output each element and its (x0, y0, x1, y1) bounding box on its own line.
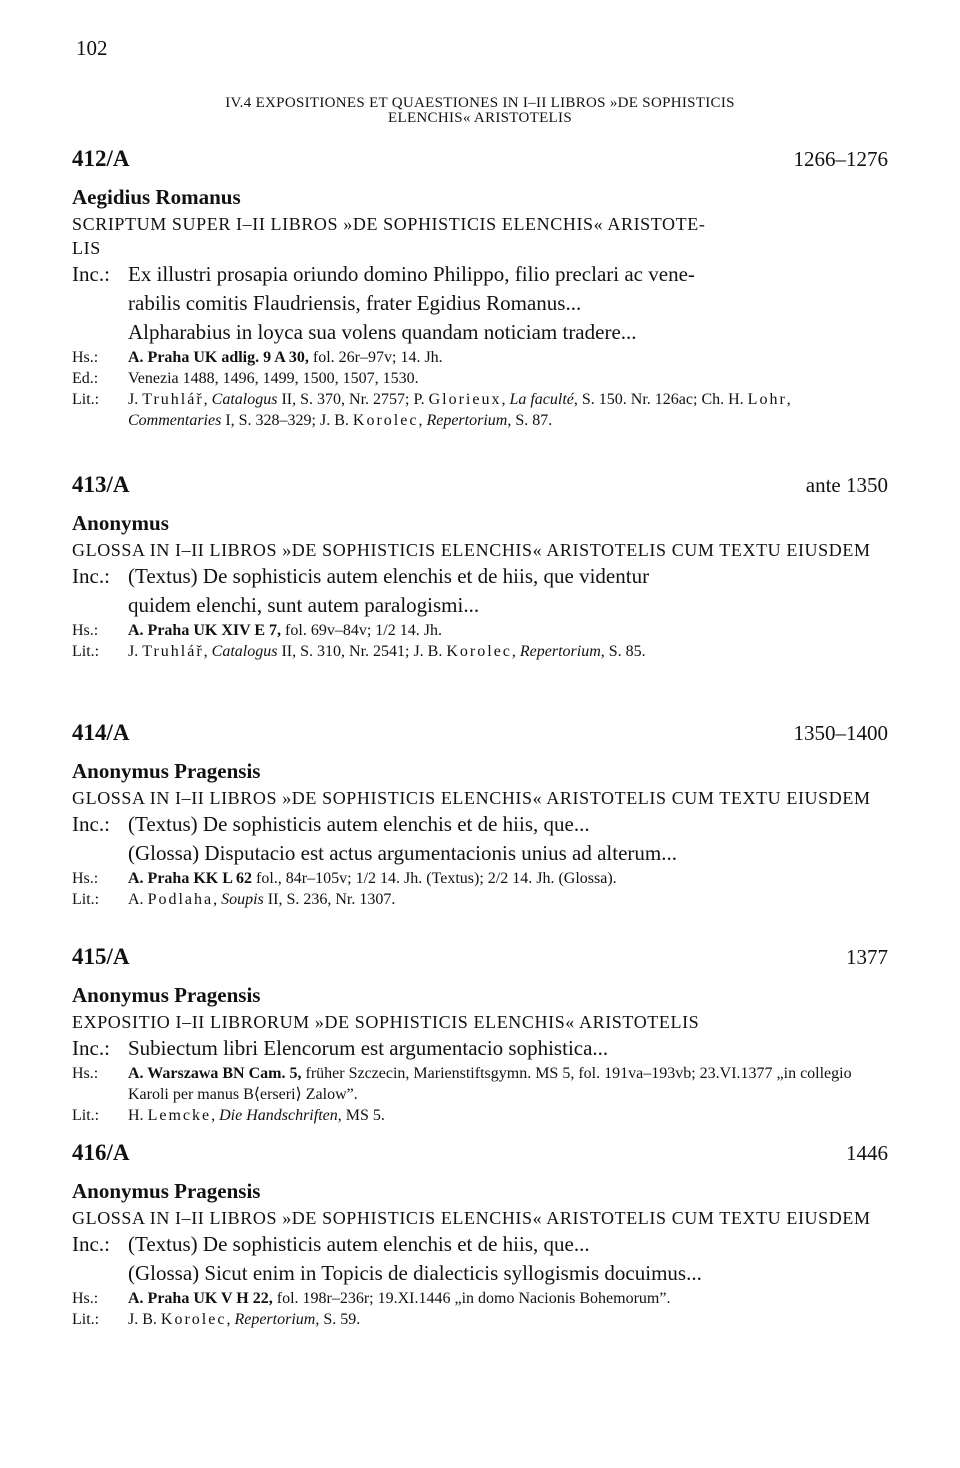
entry-date: 1266–1276 (793, 147, 888, 171)
entry-author: Anonymus Pragensis (72, 1179, 261, 1203)
literature-text: J. Truhlář, Catalogus II, S. 370, Nr. 2757; P. Glorieux, La faculté, S. 150. Nr. 126ac; Ch. H. Lohr, Commentaries I, S. 328–329; J. B. Korolec, Repertorium, S. 87. (128, 391, 791, 429)
entry-title: EXPOSITIO I–II LIBRORUM »DE SOPHISTICIS ELENCHIS« ARISTOTELIS (72, 1012, 700, 1032)
entry-author: Anonymus Pragensis (72, 759, 261, 783)
incipit-label: Inc.: (72, 262, 110, 286)
incipit-line: Alpharabius in loyca sua volens quandam noticiam tradere... (128, 320, 637, 344)
manuscript-detail: fol. 26r–97v; 14. Jh. (308, 349, 443, 366)
manuscript-sigla: A. Praha UK XIV E 7, (128, 622, 282, 639)
literature-text: H. Lemcke, Die Handschriften, MS 5. (128, 1107, 385, 1124)
literature-text: A. Podlaha, Soupis II, S. 236, Nr. 1307. (128, 891, 396, 908)
incipit-line: (Textus) De sophisticis autem elenchis et de hiis, que... (128, 812, 590, 836)
incipit (72, 1034, 888, 1063)
manuscript (72, 1288, 888, 1309)
literature (72, 1309, 888, 1330)
incipit-label: Inc.: (72, 1036, 110, 1060)
entry-number: 413/A (72, 472, 130, 497)
incipit-line: (Textus) De sophisticis autem elenchis et de hiis, que videntur (128, 564, 650, 588)
literature (72, 889, 888, 910)
incipit (72, 260, 888, 347)
incipit-label: Inc.: (72, 812, 110, 836)
manuscript (72, 347, 888, 368)
hs-label: Hs.: (72, 1065, 99, 1082)
incipit-label: Inc.: (72, 1232, 110, 1256)
entry-date: ante 1350 (805, 473, 888, 497)
manuscript-detail: früher Szczecin, Marienstiftsgymn. MS 5, fol. 191va–193vb; 23.VI.1377 „in collegio Karoli per manus B⟨erseri⟩ Zalow”. (128, 1065, 852, 1103)
entry-number: 415/A (72, 944, 130, 969)
entry-number: 414/A (72, 720, 130, 745)
hs-label: Hs.: (72, 870, 99, 887)
literature (72, 1105, 888, 1126)
incipit-label: Inc.: (72, 564, 110, 588)
incipit-line: rabilis comitis Flaudriensis, frater Egidius Romanus... (128, 291, 582, 315)
literature (72, 389, 888, 431)
lit-label: Lit.: (72, 1311, 100, 1328)
running-head-line-1: IV.4 EXPOSITIONES ET QUAESTIONES IN I–II LIBROS »DE SOPHISTICIS (225, 95, 735, 111)
manuscript-sigla: A. Praha UK V H 22, (128, 1290, 273, 1307)
manuscript-detail: fol., 84r–105v; 1/2 14. Jh. (Textus); 2/2 14. Jh. (Glossa). (252, 870, 617, 887)
hs-label: Hs.: (72, 349, 99, 366)
edition-text: Venezia 1488, 1496, 1499, 1500, 1507, 1530. (128, 370, 419, 387)
entry-414 (72, 720, 888, 910)
entry-author: Anonymus (72, 511, 169, 535)
lit-label: Lit.: (72, 643, 100, 660)
lit-label: Lit.: (72, 891, 100, 908)
incipit (72, 562, 888, 620)
entry-number: 412/A (72, 146, 130, 171)
literature-text: J. B. Korolec, Repertorium, S. 59. (128, 1311, 361, 1328)
hs-label: Hs.: (72, 1290, 99, 1307)
lit-label: Lit.: (72, 391, 100, 408)
page-number: 102 (76, 36, 108, 60)
running-head-line-2: ELENCHIS« ARISTOTELIS (388, 110, 572, 126)
running-head (72, 96, 888, 126)
manuscript-detail: fol. 69v–84v; 1/2 14. Jh. (281, 622, 442, 639)
literature (72, 641, 888, 662)
manuscript-detail: fol. 198r–236r; 19.XI.1446 „in domo Nacionis Bohemorum”. (272, 1290, 671, 1307)
entry-416 (72, 1140, 888, 1330)
entry-413 (72, 472, 888, 662)
literature-text: J. Truhlář, Catalogus II, S. 310, Nr. 2541; J. B. Korolec, Repertorium, S. 85. (128, 643, 646, 660)
incipit-line: (Glossa) Sicut enim in Topicis de dialecticis syllogismis docuimus... (128, 1261, 702, 1285)
entry-title: GLOSSA IN I–II LIBROS »DE SOPHISTICIS ELENCHIS« ARISTOTELIS CUM TEXTU EIUSDEM (72, 1208, 871, 1228)
hs-label: Hs.: (72, 622, 99, 639)
manuscript-sigla: A. Praha UK adlig. 9 A 30, (128, 349, 309, 366)
entry-title: GLOSSA IN I–II LIBROS »DE SOPHISTICIS ELENCHIS« ARISTOTELIS CUM TEXTU EIUSDEM (72, 788, 871, 808)
edition (72, 368, 888, 389)
entry-author: Aegidius Romanus (72, 185, 241, 209)
incipit (72, 810, 888, 868)
manuscript-sigla: A. Warszawa BN Cam. 5, (128, 1065, 302, 1082)
manuscript (72, 1063, 888, 1105)
incipit-line: (Glossa) Disputacio est actus argumentacionis unius ad alterum... (128, 841, 677, 865)
entry-number: 416/A (72, 1140, 130, 1165)
manuscript (72, 620, 888, 641)
entry-415 (72, 944, 888, 1126)
incipit-line: (Textus) De sophisticis autem elenchis et de hiis, que... (128, 1232, 590, 1256)
incipit-line: quidem elenchi, sunt autem paralogismi... (128, 593, 480, 617)
entry-412 (72, 146, 888, 431)
lit-label: Lit.: (72, 1107, 100, 1124)
incipit (72, 1230, 888, 1288)
incipit-line: Subiectum libri Elencorum est argumentacio sophistica... (128, 1036, 609, 1060)
entry-date: 1377 (846, 945, 888, 969)
incipit-line: Ex illustri prosapia oriundo domino Philippo, filio preclari ac vene- (128, 262, 695, 286)
entry-author: Anonymus Pragensis (72, 983, 261, 1007)
manuscript-sigla: A. Praha KK L 62 (128, 870, 253, 887)
manuscript (72, 868, 888, 889)
ed-label: Ed.: (72, 370, 99, 387)
entry-date: 1446 (846, 1141, 888, 1165)
entry-title: GLOSSA IN I–II LIBROS »DE SOPHISTICIS ELENCHIS« ARISTOTELIS CUM TEXTU EIUSDEM (72, 540, 871, 560)
entry-date: 1350–1400 (793, 721, 888, 745)
entry-title: SCRIPTUM SUPER I–II LIBROS »DE SOPHISTICIS ELENCHIS« ARISTOTE- LIS (72, 214, 706, 258)
